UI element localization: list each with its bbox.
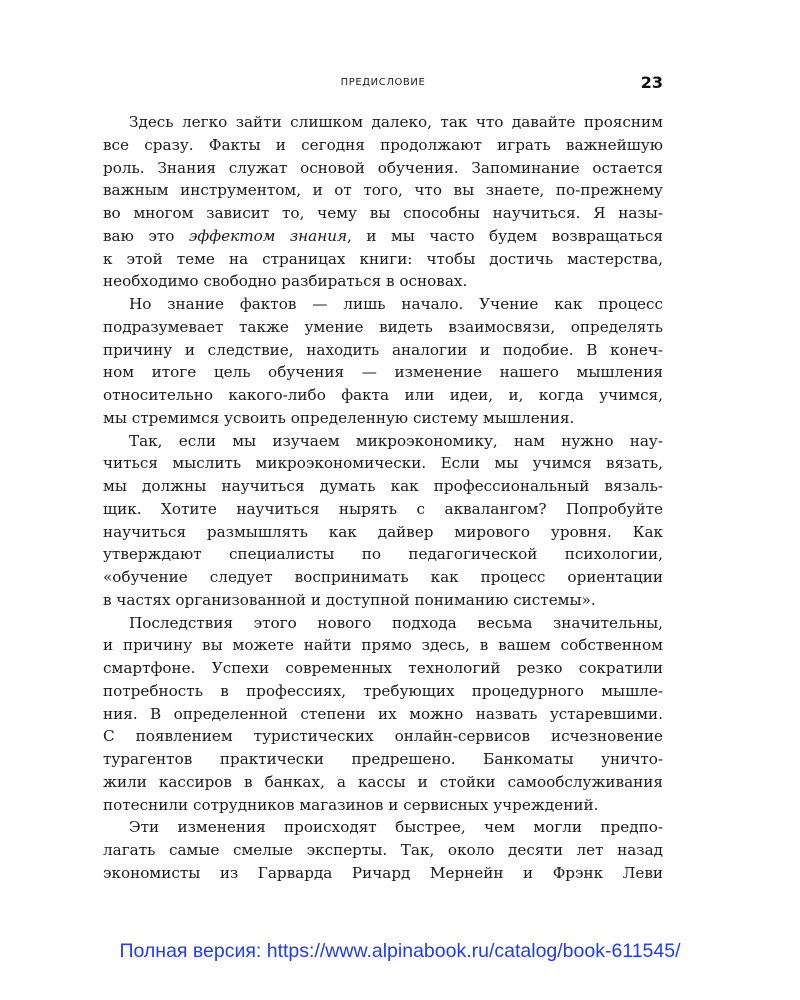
text-line: к этой теме на страницах книги: чтобы достичь мастерства, — [103, 249, 663, 268]
text-line: научиться размышлять как дайвер мирового уровня. Как — [103, 522, 663, 541]
text-line: причину и следствие, находить аналогии и подобие. В конеч- — [103, 340, 663, 359]
page-number: 23 — [640, 73, 663, 92]
text-line: турагентов практически предрешено. Банкоматы уничто- — [103, 750, 663, 768]
text-line: во многом зависит то, чему вы способны научиться. Я назы- — [103, 204, 663, 222]
running-head — [103, 73, 663, 96]
text-line: щик. Хотите научиться нырять с аквалангом? Попробуйте — [103, 499, 663, 518]
text-line: лагать самые смелые эксперты. Так, около десяти лет назад — [103, 841, 663, 859]
text-line: жили кассиров в банках, а кассы и стойки самообслуживания — [103, 772, 663, 791]
full-version-link[interactable]: Полная версия: https://www.alpinabook.ru/catalog/book-611545/ — [119, 940, 681, 962]
text-line: Здесь легко зайти слишком далеко, так что давайте проясним — [129, 113, 663, 131]
body-text — [103, 111, 663, 885]
text-line: С появлением туристических онлайн-сервисов исчезновение — [103, 727, 663, 746]
text-line: мы должны научиться думать как профессиональный вязаль- — [103, 477, 663, 495]
text-line: утверждают специалисты по педагогической психологии, — [103, 545, 663, 564]
text-line: потеснили сотрудников магазинов и сервисных учреждений. — [103, 795, 599, 814]
text-line: Последствия этого нового подхода весьма значительны, — [129, 613, 663, 632]
text-line: Но знание фактов — лишь начало. Учение как процесс — [129, 295, 663, 313]
text-line: необходимо свободно разбираться в основах. — [103, 272, 468, 291]
text-line: относительно какого-либо факта или идеи, и, когда учимся, — [103, 386, 663, 404]
text-line: все сразу. Факты и сегодня продолжают играть важнейшую — [103, 135, 663, 154]
text-line: и причину вы можете найти прямо здесь, в вашем собственном — [103, 636, 663, 655]
text-line: экономисты из Гарварда Ричард Мернейн и Фрэнк Леви — [103, 863, 663, 882]
text-segment: , и мы часто будем возвращаться — [347, 226, 663, 245]
text-line: подразумевает также умение видеть взаимосвязи, определять — [103, 317, 663, 336]
text-line-with-emphasis — [103, 225, 663, 248]
text-line: Эти изменения происходят быстрее, чем могли предпо- — [129, 818, 663, 837]
text-line: роль. Знания служат основой обучения. Запоминание остается — [103, 158, 663, 177]
text-line: ном итоге цель обучения — изменение нашего мышления — [103, 363, 663, 382]
text-line: Так, если мы изучаем микроэкономику, нам нужно нау- — [129, 431, 663, 450]
section-title: ПРЕДИСЛОВИЕ — [340, 77, 426, 88]
text-line: читься мыслить микроэкономически. Если мы учимся вязать, — [103, 454, 663, 473]
text-segment: ваю это — [103, 226, 189, 245]
text-line: потребность в профессиях, требующих процедурного мышле- — [103, 681, 663, 700]
text-line: смартфоне. Успехи современных технологий резко сократили — [103, 659, 663, 677]
emphasized-term: эффектом знания — [188, 226, 348, 245]
text-line: ния. В определенной степени их можно назвать устаревшими. — [103, 704, 663, 723]
text-line: важным инструментом, и от того, что вы знаете, по-прежнему — [103, 181, 663, 200]
text-line: «обучение следует воспринимать как процесс ориентации — [103, 568, 663, 586]
text-line: в частях организованной и доступной пониманию системы». — [103, 590, 596, 609]
text-line: мы стремимся усвоить определенную систему мышления. — [103, 408, 575, 427]
